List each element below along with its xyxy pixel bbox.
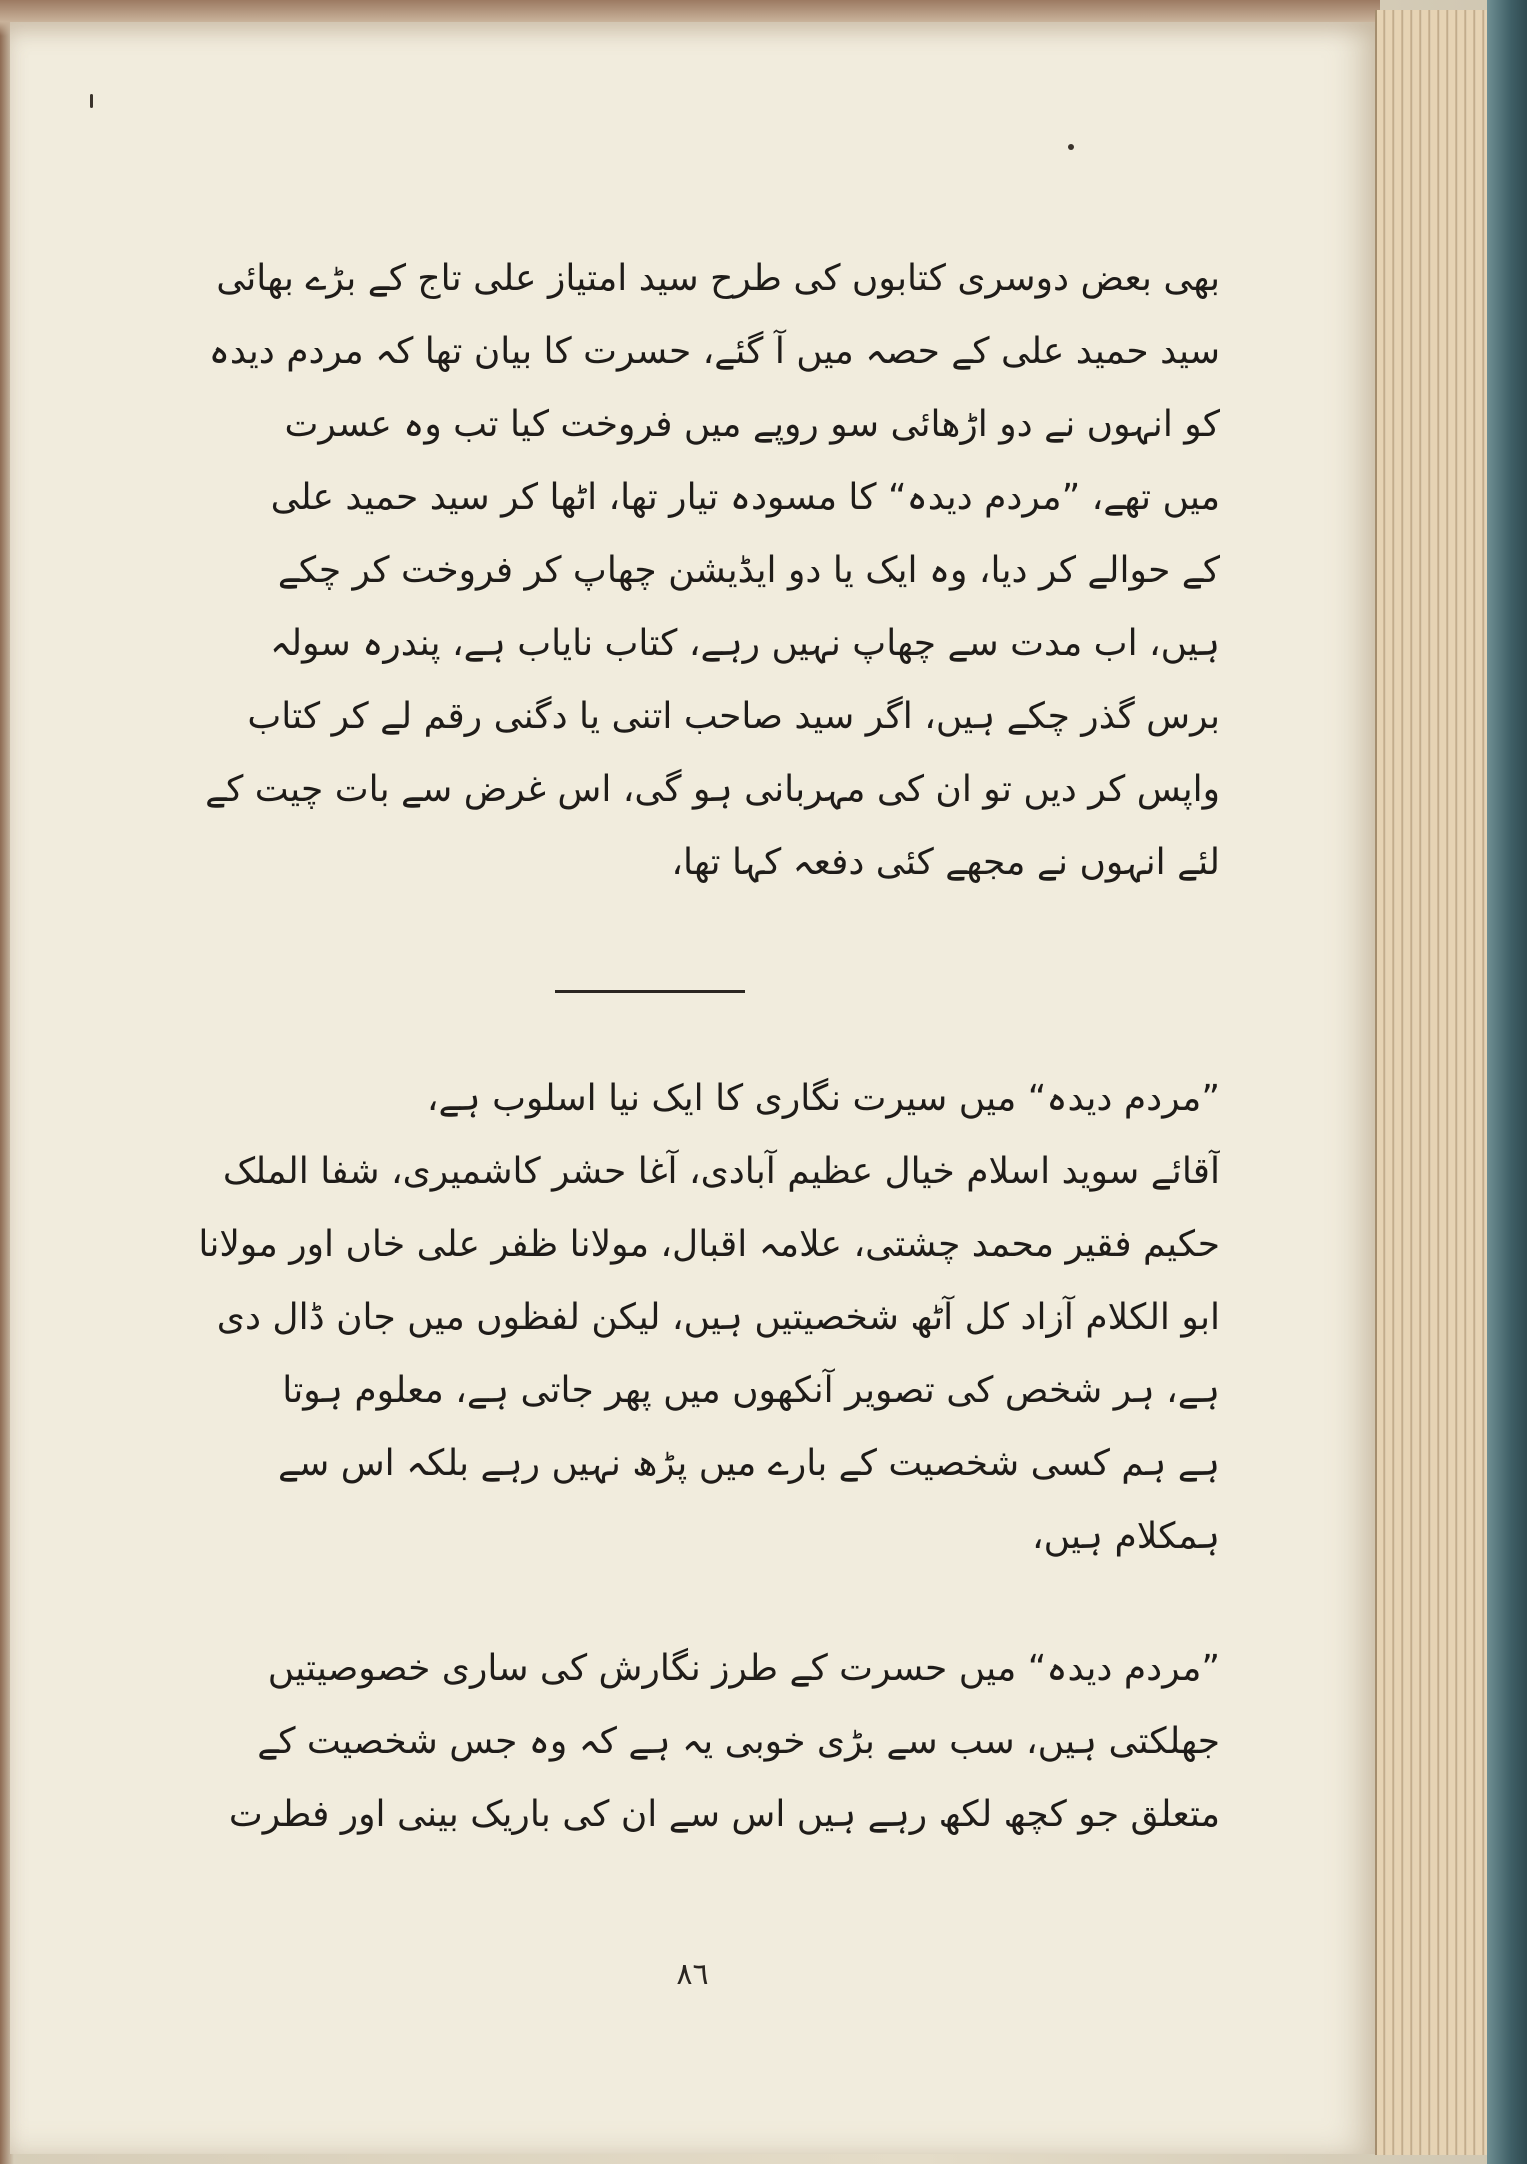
text-line: کے حوالے کر دیا، وہ ایک یا دو ایڈیشن چھاپ کر فروخت کر چکے bbox=[277, 550, 1220, 591]
text-line: ”مردم دیدہ“ میں حسرت کے طرز نگارش کی ساری خصوصیتیں bbox=[267, 1648, 1220, 1689]
page-number: ٨٦ bbox=[676, 1957, 709, 1992]
paragraph-1 bbox=[80, 242, 1220, 899]
text-line: ہیں، اب مدت سے چھاپ نہیں رہے، کتاب نایاب ہے، پندرہ سولہ bbox=[270, 623, 1220, 664]
section-divider bbox=[555, 990, 745, 993]
book-cover-edge bbox=[1487, 0, 1527, 2164]
text-line: جھلکتی ہیں، سب سے بڑی خوبی یہ ہے کہ وہ جس شخصیت کے bbox=[257, 1721, 1220, 1762]
text-line: ہے ہم کسی شخصیت کے بارے میں پڑھ نہیں رہے بلکہ اس سے bbox=[278, 1443, 1220, 1484]
text-line: ”مردم دیدہ“ میں سیرت نگاری کا ایک نیا اسلوب ہے، bbox=[426, 1078, 1220, 1119]
text-line: واپس کر دیں تو ان کی مہربانی ہو گی، اس غرض سے بات چیت کے bbox=[205, 769, 1220, 810]
text-line: میں تھے، ”مردم دیدہ“ کا مسودہ تیار تھا، اٹھا کر سید حمید علی bbox=[270, 477, 1220, 518]
ink-speck bbox=[1068, 144, 1074, 150]
ink-speck bbox=[90, 94, 93, 108]
text-line: لئے انہوں نے مجھے کئی دفعہ کہا تھا، bbox=[671, 842, 1220, 883]
text-line: ابو الکلام آزاد کل آٹھ شخصیتیں ہیں، لیکن لفظوں میں جان ڈال دی bbox=[216, 1297, 1220, 1338]
text-line: ہے، ہر شخص کی تصویر آنکھوں میں پھر جاتی ہے، معلوم ہوتا bbox=[282, 1370, 1220, 1411]
text-line: سید حمید علی کے حصہ میں آ گئے، حسرت کا بیان تھا کہ مردم دیدہ bbox=[208, 331, 1220, 372]
text-line: کو انہوں نے دو اڑھائی سو روپے میں فروخت کیا تب وہ عسرت bbox=[284, 404, 1220, 445]
book-page bbox=[10, 22, 1375, 2154]
text-line: بھی بعض دوسری کتابوں کی طرح سید امتیاز علی تاج کے بڑے بھائی bbox=[216, 258, 1220, 299]
page-edges bbox=[1375, 10, 1489, 2155]
paragraph-3 bbox=[80, 1632, 1220, 1851]
text-line: حکیم فقیر محمد چشتی، علامہ اقبال، مولانا ظفر علی خاں اور مولانا bbox=[198, 1224, 1220, 1265]
text-line: متعلق جو کچھ لکھ رہے ہیں اس سے ان کی باریک بینی اور فطرت bbox=[228, 1794, 1220, 1835]
text-line: ہمکلام ہیں، bbox=[1032, 1516, 1220, 1557]
text-line: آقائے سوید اسلام خیال عظیم آبادی، آغا حشر کاشمیری، شفا الملک bbox=[222, 1151, 1220, 1192]
paragraph-2 bbox=[80, 1062, 1220, 1573]
text-line: برس گذر چکے ہیں، اگر سید صاحب اتنی یا دگنی رقم لے کر کتاب bbox=[247, 696, 1220, 737]
